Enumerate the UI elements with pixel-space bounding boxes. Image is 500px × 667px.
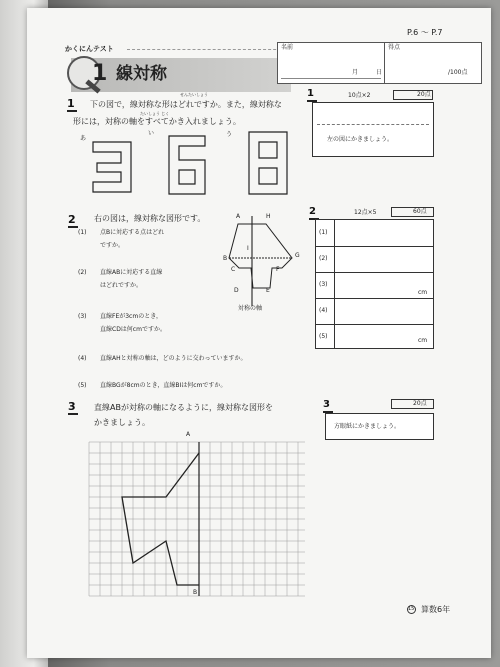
q2-answer-row-3: (3) xyxy=(319,281,328,288)
q2-answer-row-5: (5) xyxy=(319,333,328,340)
q2-label-c: C xyxy=(231,266,236,273)
q2-points: 12点×5 xyxy=(354,209,377,216)
q1-answer-number: 1 xyxy=(307,88,314,99)
figure-u xyxy=(249,132,287,194)
q1-answer-box[interactable] xyxy=(312,102,434,157)
q1-ruby-2: たいしょう じく xyxy=(140,111,170,116)
q2-points-total: 60点 xyxy=(413,208,427,215)
subject-grade: 算数6年 xyxy=(421,605,451,614)
q2-label-f: F xyxy=(276,266,280,273)
q3-label-b: B xyxy=(193,589,198,596)
name-label: 名前 xyxy=(281,44,294,51)
q2-answer-number: 2 xyxy=(309,206,316,217)
q3-answer-note: 方眼紙にかきましょう。 xyxy=(334,423,401,430)
score-label: 得点 xyxy=(388,44,401,51)
q2-unit-cm-3: cm xyxy=(418,289,428,296)
q2-row-divider xyxy=(316,272,433,273)
name-underline xyxy=(281,78,381,79)
q1-ruby-1: せんたいしょう xyxy=(180,92,208,97)
q2-item5-no: (5) xyxy=(78,382,87,389)
q2-item2-no: (2) xyxy=(78,269,87,276)
q3-number-underline xyxy=(68,413,78,415)
q2-item3-no: (3) xyxy=(78,313,87,320)
q2-item3-line1: 直線FEが3cmのとき， xyxy=(100,313,162,320)
q2-item1-no: (1) xyxy=(78,229,87,236)
q2-item2-line1: 直線ABに対応する直線 xyxy=(100,269,163,276)
q2-number: 2 xyxy=(68,213,76,226)
q3-text-1: 直線ABが対称の軸になるように，線対称な図形を xyxy=(94,403,273,412)
q2-item4-no: (4) xyxy=(78,355,87,362)
q2-intro: 右の図は，線対称な図形です。 xyxy=(94,214,206,223)
q2-item4-line1: 直線AHと対称の軸は，どのように交わっていますか。 xyxy=(100,355,247,362)
figure-a xyxy=(93,142,131,192)
q2-label-a: A xyxy=(236,213,241,220)
q2-label-d: D xyxy=(234,287,239,294)
q2-answer-row-4: (4) xyxy=(319,307,328,314)
q1-label-a: あ xyxy=(80,135,87,142)
q2-label-g: G xyxy=(295,252,300,259)
worksheet-page xyxy=(27,8,491,658)
q3-graph-paper[interactable] xyxy=(85,438,305,598)
q1-points-total: 20点 xyxy=(417,91,431,98)
figure-i xyxy=(169,136,205,194)
page-range: P.6 ～ P.7 xyxy=(407,28,443,37)
score-divider xyxy=(384,42,385,84)
q2-item1-line1: 点Bに対応する点はどれ xyxy=(100,229,165,236)
q3-label-a: A xyxy=(186,431,191,438)
day-label: 日 xyxy=(376,69,383,76)
q2-figure xyxy=(207,212,317,314)
q2-answer-table xyxy=(315,219,434,349)
q2-number-underline xyxy=(68,226,78,228)
test-small-title: かくにんテスト xyxy=(65,45,114,53)
q2-label-i: I xyxy=(247,245,249,252)
q2-answer-row-2: (2) xyxy=(319,255,328,262)
q1-points: 10点×2 xyxy=(348,92,371,99)
q2-label-h: H xyxy=(266,213,271,220)
q1-label-i: い xyxy=(148,130,155,137)
unit-title: 線対称 xyxy=(116,64,167,84)
q1-number-underline xyxy=(67,110,77,112)
q2-row-divider xyxy=(316,246,433,247)
q2-answer-row-1: (1) xyxy=(319,229,328,236)
unit-number: 1 xyxy=(92,61,108,86)
q3-text-2: かきましょう。 xyxy=(94,418,150,427)
q1-number: 1 xyxy=(67,97,75,110)
page-number: 15 xyxy=(408,606,415,612)
q1-answer-note: 左の図にかきましょう。 xyxy=(327,136,394,143)
q2-unit-cm-5: cm xyxy=(418,337,428,344)
month-label: 月 xyxy=(352,69,359,76)
q2-item5-line1: 直線BGが8cmのとき，直線BIは何cmですか。 xyxy=(100,382,227,389)
q1-figures xyxy=(87,130,297,200)
q1-label-u: う xyxy=(226,131,233,138)
q3-points-total: 20点 xyxy=(413,400,427,407)
q2-label-b: B xyxy=(223,255,228,262)
q2-row-divider xyxy=(316,298,433,299)
q1-text-2: 形には，対称の軸をすべてかき入れましょう。 xyxy=(73,117,241,126)
q1-text-1: 下の図で，線対称な形はどれですか。また，線対称な xyxy=(90,100,282,109)
q3-number: 3 xyxy=(68,400,76,413)
q2-axis-caption: 対称の軸 xyxy=(238,305,263,312)
q3-answer-number: 3 xyxy=(323,399,330,410)
q2-label-e: E xyxy=(266,287,270,294)
q2-row-divider xyxy=(316,324,433,325)
score-total: /100点 xyxy=(448,69,468,76)
q2-polygon xyxy=(229,224,292,288)
q2-item2-line2: はどれですか。 xyxy=(100,282,143,289)
q1-answer-dashline xyxy=(317,124,429,125)
q2-item3-line2: 直線CDは何cmですか。 xyxy=(100,326,166,333)
q2-item1-line2: ですか。 xyxy=(100,242,125,249)
